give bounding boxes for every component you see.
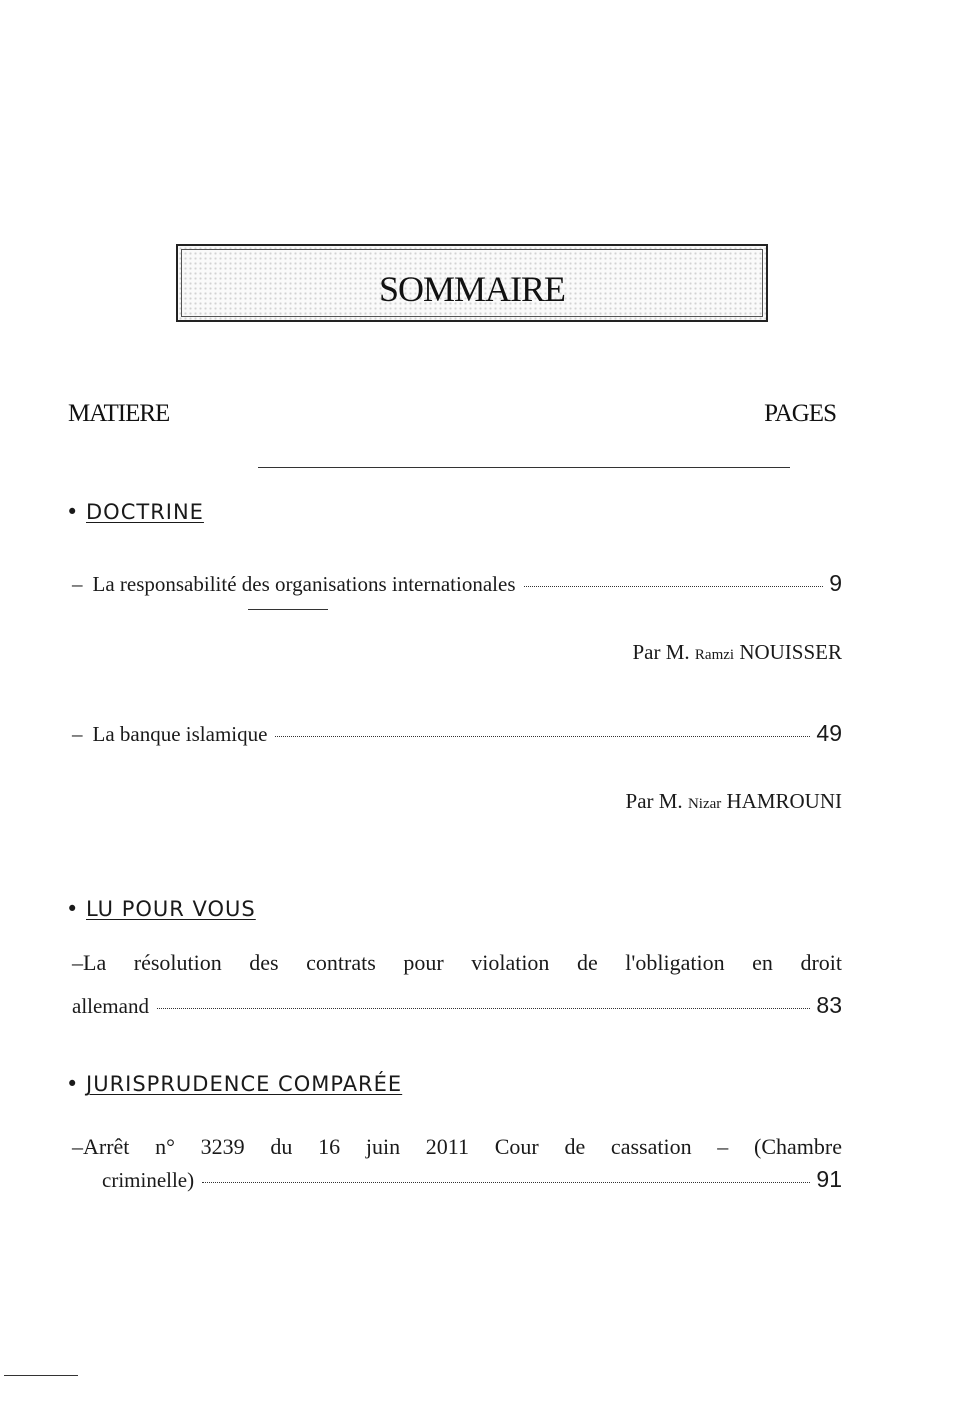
dot-leader <box>524 586 824 587</box>
entry-title-line: –Arrêt n° 3239 du 16 juin 2011 Cour de cassation – (Chambre <box>72 1134 842 1159</box>
section-heading <box>66 500 204 524</box>
entry-title: allemand <box>72 994 149 1018</box>
section-heading <box>66 1072 402 1096</box>
entry-title: criminelle) <box>102 1168 195 1192</box>
column-header-matiere: MATIERE <box>68 400 170 427</box>
entry-page: 83 <box>816 992 842 1018</box>
entry-title: – La responsabilité des organisations internationales <box>72 572 516 596</box>
entry-author: Par M. Nizar HAMROUNI <box>625 789 842 813</box>
entry-title: – La banque islamique <box>72 722 268 746</box>
toc-entry[interactable] <box>72 720 842 747</box>
section-label: JURISPRUDENCE COMPARÉE <box>86 1072 403 1096</box>
dot-leader <box>275 736 810 737</box>
toc-entry[interactable] <box>72 992 842 1019</box>
bullet-icon: • <box>66 500 80 524</box>
entry-page: 49 <box>816 720 842 746</box>
section-heading <box>66 897 256 921</box>
entry-page: 91 <box>816 1166 842 1192</box>
column-header-pages: PAGES <box>764 400 836 427</box>
footer-rule <box>4 1375 78 1376</box>
decorative-rule <box>248 609 328 610</box>
entry-page: 9 <box>829 570 842 596</box>
entry-title-line: –La résolution des contrats pour violation de l'obligation en droit <box>72 950 842 975</box>
dot-leader <box>157 1008 810 1009</box>
bullet-icon: • <box>66 897 80 921</box>
section-label: DOCTRINE <box>86 500 204 524</box>
page-title: SOMMAIRE <box>378 269 566 309</box>
section-label: LU POUR VOUS <box>86 897 256 921</box>
toc-entry[interactable] <box>102 1166 842 1193</box>
dot-leader <box>202 1182 810 1183</box>
entry-author: Par M. Ramzi NOUISSER <box>632 640 842 664</box>
header-separator <box>258 467 790 468</box>
title-box <box>176 244 768 322</box>
bullet-icon: • <box>66 1072 80 1096</box>
toc-entry[interactable] <box>72 570 842 597</box>
